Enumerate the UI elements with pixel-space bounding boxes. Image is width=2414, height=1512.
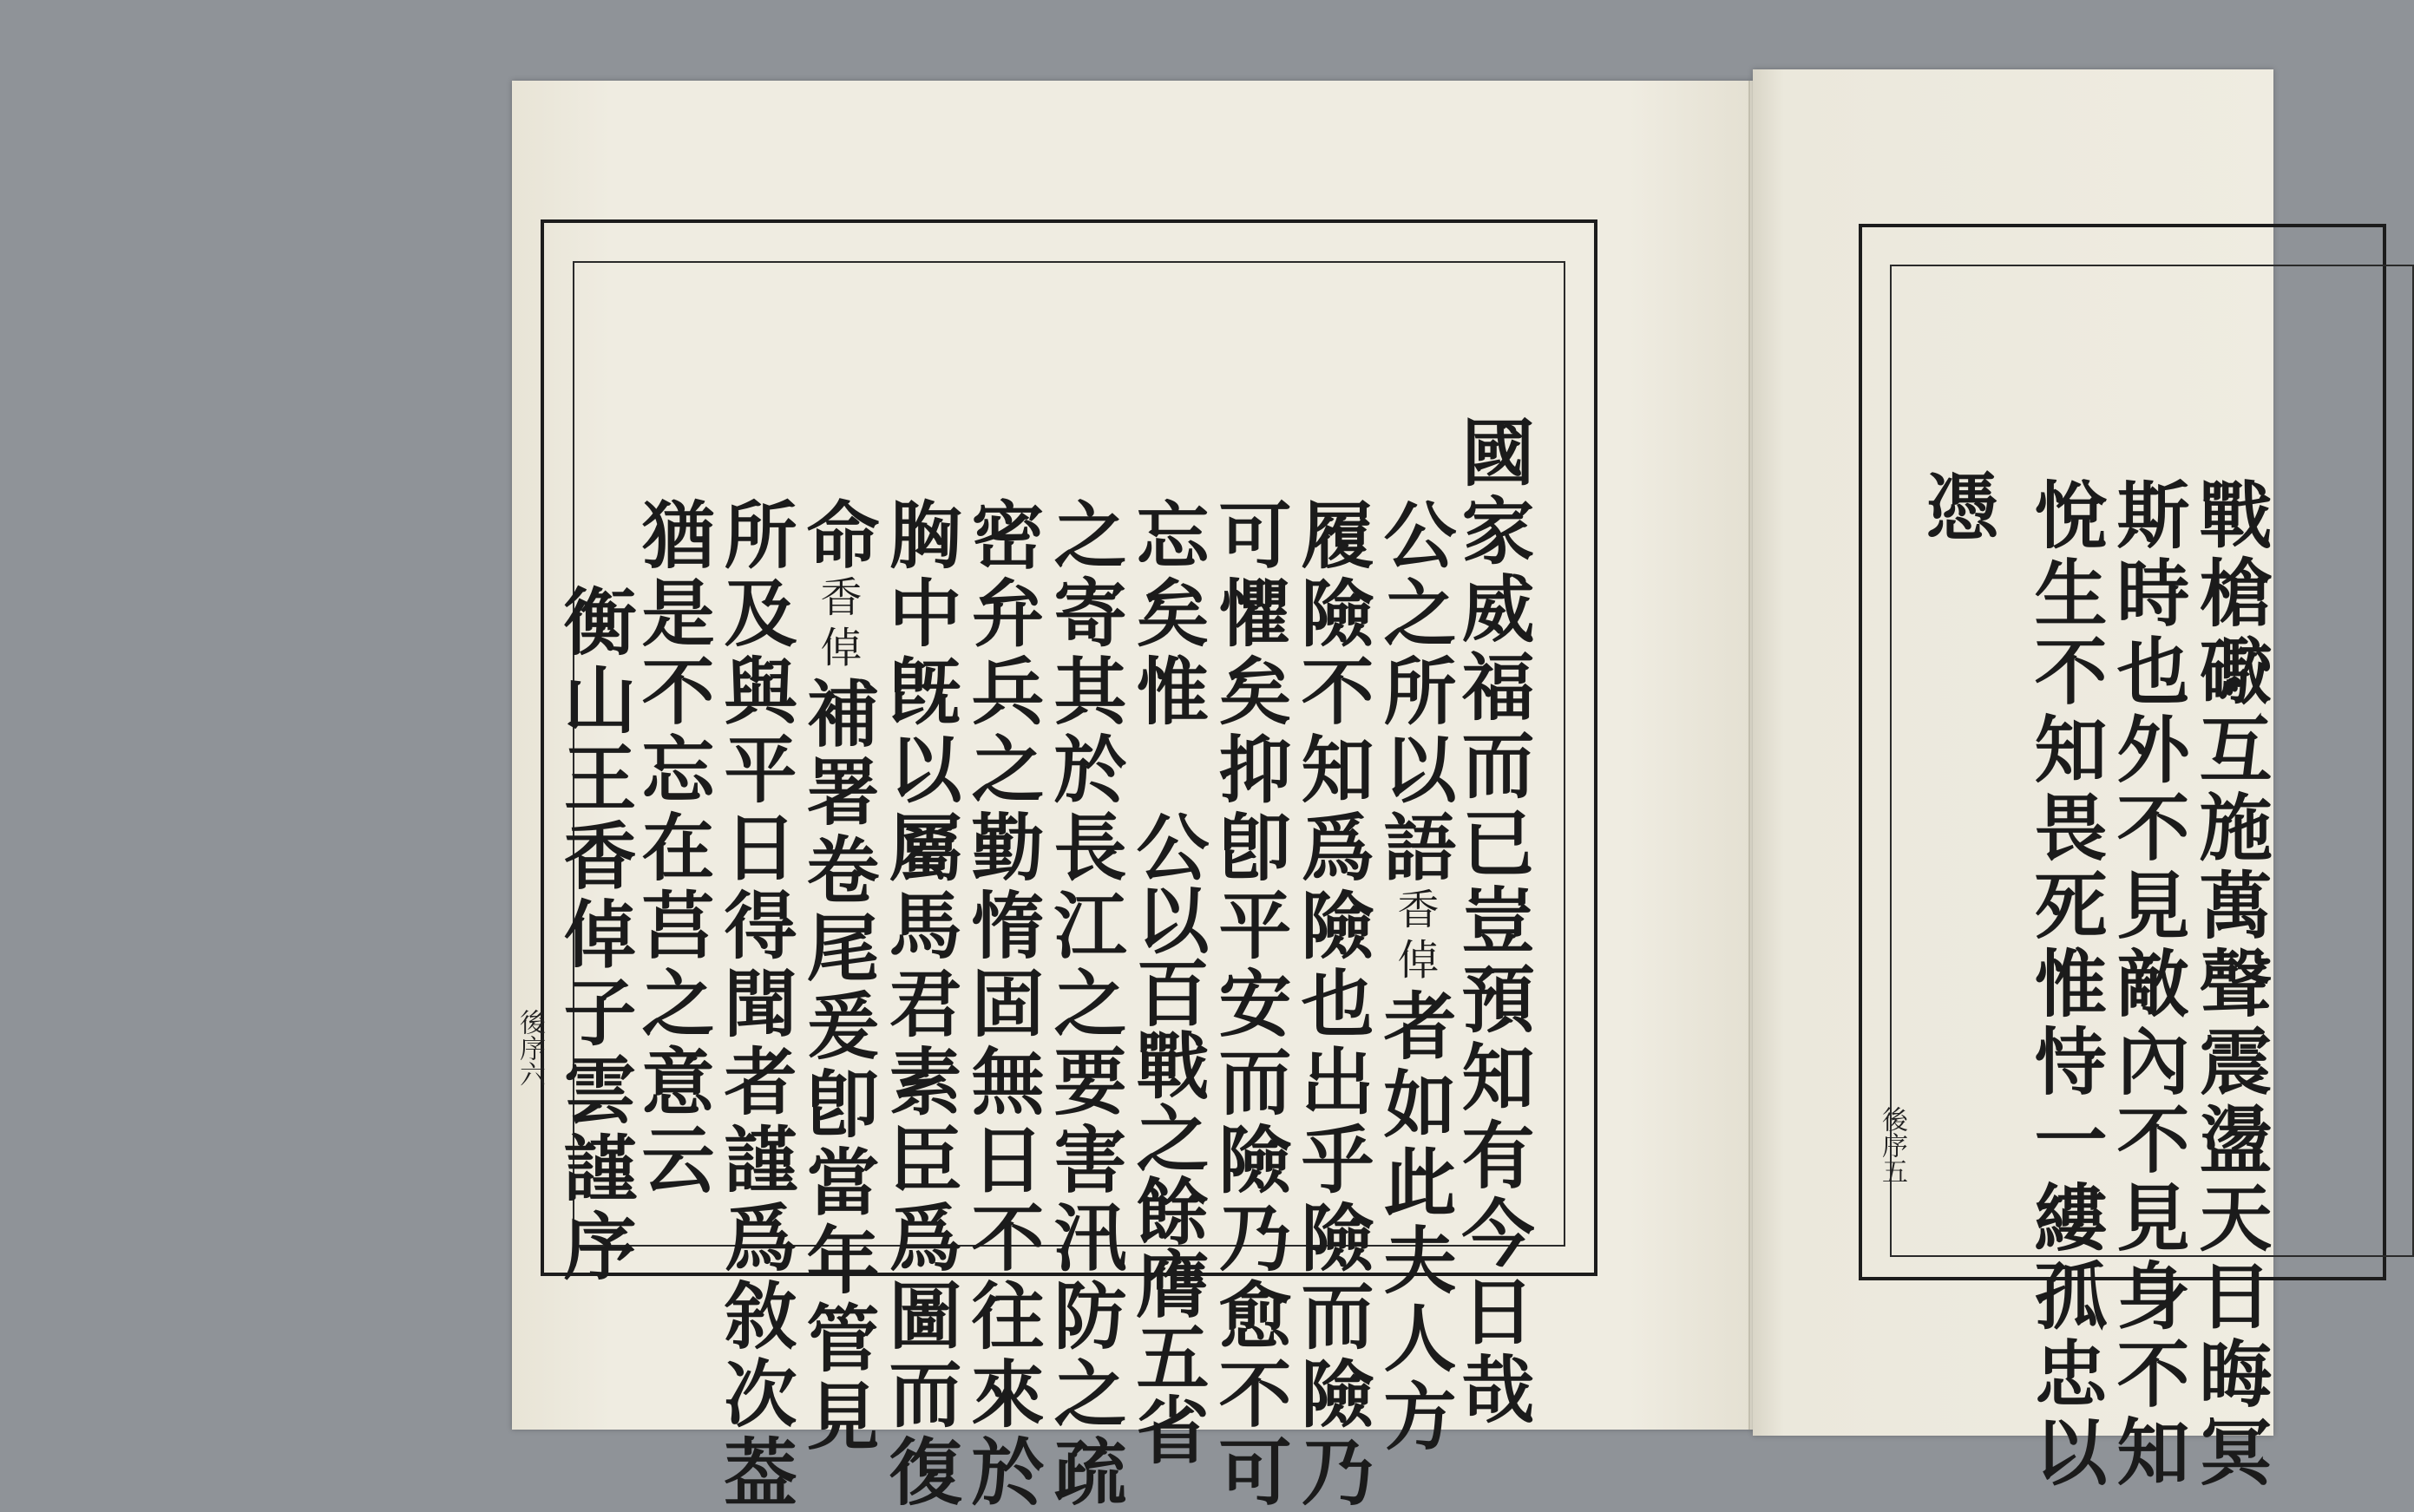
text-column-10: 所及與平日得聞者謹爲敘次葢 xyxy=(712,497,798,1512)
text-column-12: 衡山王香倬子雲謹序 xyxy=(552,584,638,1286)
text-column-4: 可懼矣抑卽平安而險乃愈不可 xyxy=(1207,497,1293,1512)
text-column-5-tail: 公以百戰之餘膺五省 xyxy=(1125,809,1210,1465)
text-column-2-head: 公之所以語 xyxy=(1372,497,1458,887)
text-column-9 xyxy=(794,497,881,1456)
text-column-9-head: 命 xyxy=(795,497,881,575)
text-column-3: 履險不知爲險也出乎險而險乃 xyxy=(1289,497,1375,1512)
folio-left: 後序六 xyxy=(515,1009,545,1087)
text-column-2-small: 香倬 xyxy=(1390,887,1439,988)
text-column-2-tail: 者如此夫人方 xyxy=(1372,988,1458,1456)
text-column-5 xyxy=(1124,497,1210,1465)
text-column-11: 猶是不忘在莒之意云 xyxy=(630,497,716,1200)
right-text-column-1: 戰槍礮互施萬聲震盪天日晦冥 xyxy=(2188,477,2273,1492)
left-page xyxy=(512,81,1753,1512)
text-column-2 xyxy=(1371,497,1458,1456)
folio-right: 後序五 xyxy=(1877,1106,1907,1184)
text-column-7: 密弁兵之勤惰固無日不往來於 xyxy=(960,497,1046,1512)
text-column-1: 國家威福而已豈預知有今日哉 xyxy=(1450,415,1536,1430)
right-page xyxy=(1753,69,2273,1492)
text-column-9-tail: 補署卷尾爰卽當年管見 xyxy=(795,676,881,1456)
page-fold-line xyxy=(1748,81,1750,1430)
text-column-9-small: 香倬 xyxy=(813,575,862,676)
text-column-8: 胸中旣以屬馬君素臣爲圖而復 xyxy=(877,497,963,1512)
text-column-5-head: 忘矣惟 xyxy=(1125,497,1210,731)
right-text-column-2: 斯時也外不見敵內不見身不知 xyxy=(2105,477,2191,1492)
right-text-column-4: 憑 xyxy=(1914,468,2000,547)
text-column-6: 之寄其於長江之要害汛防之疏 xyxy=(1042,497,1128,1512)
right-text-column-3: 悅生不知畏死惟恃一縷孤忠以 xyxy=(2023,477,2109,1492)
